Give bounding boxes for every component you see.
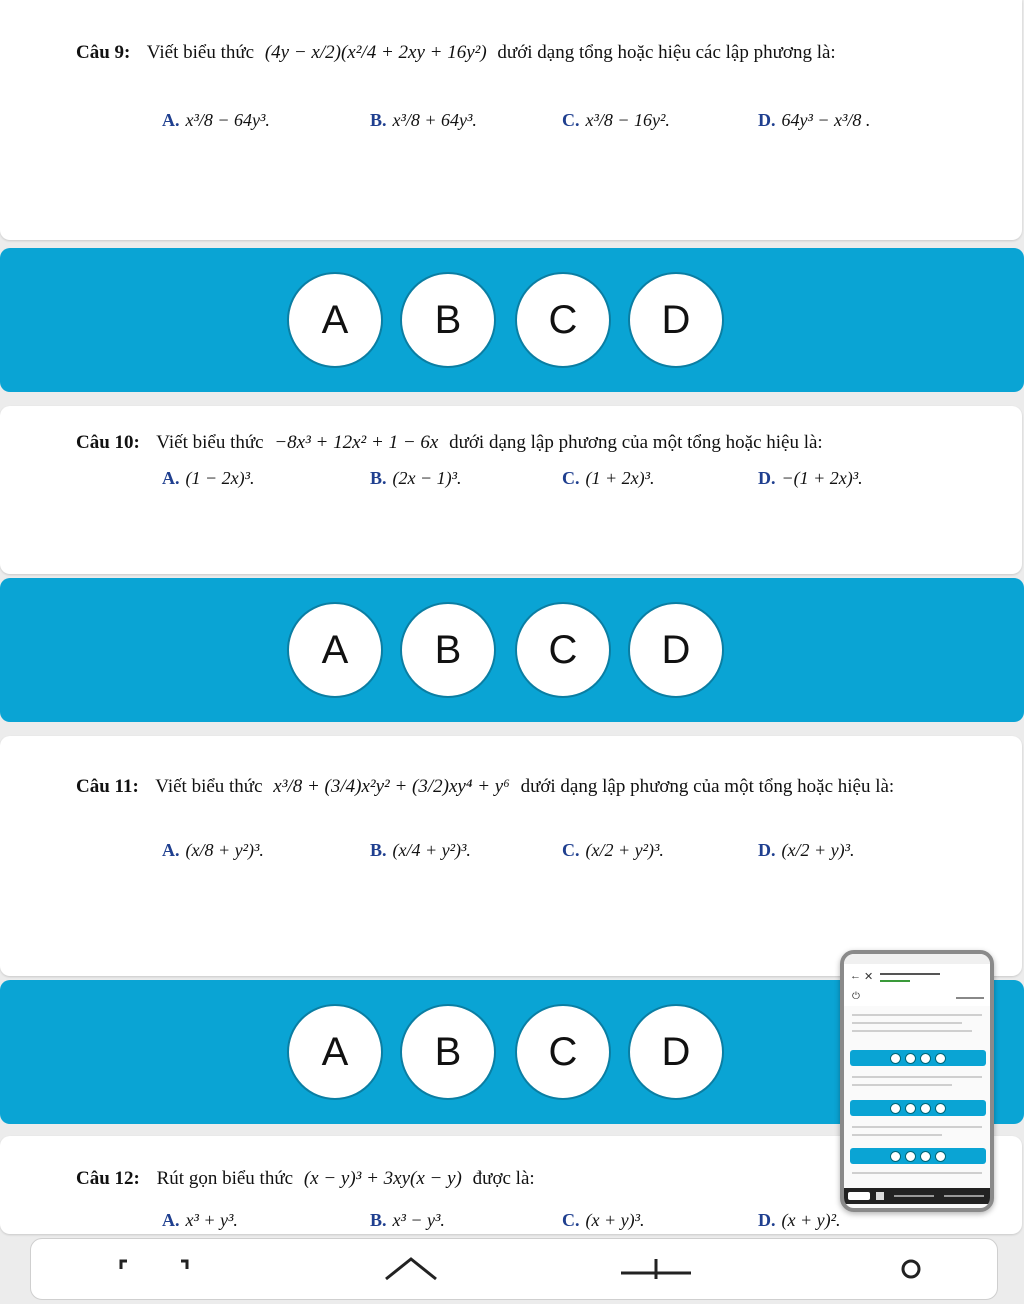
mini-bottom-bar <box>844 1188 990 1204</box>
question-11-expression: x³/8 + (3/4)x²y² + (3/2)xy⁴ + y⁶ <box>273 776 510 797</box>
option-10-d: D. −(1 + 2x)³. <box>758 468 863 488</box>
answer-band-9 <box>0 248 1024 392</box>
option-12-b: B. x³ − y³. <box>370 1210 445 1230</box>
question-card-9 <box>0 0 1022 240</box>
answer-10-a-button[interactable]: A <box>287 602 383 698</box>
answer-9-c-button[interactable]: C <box>515 272 611 368</box>
question-12-expression: (x − y)³ + 3xy(x − y) <box>303 1168 462 1189</box>
option-10-b: B. (2x − 1)³. <box>370 468 462 488</box>
plus-icon <box>621 1259 691 1279</box>
option-12-d: D. (x + y)². <box>758 1210 841 1230</box>
option-11-d: D. (x/2 + y)³. <box>758 840 855 860</box>
question-12-text: Câu 12: Rút gọn biểu thức (x − y)³ + 3xy(x − y) được là: <box>76 1168 535 1189</box>
answer-band-10 <box>0 578 1024 722</box>
mini-close-icon: ✕ <box>864 971 874 983</box>
mini-screenshot-thumbnail[interactable] <box>840 950 994 1212</box>
option-9-a: A. x³/8 − 64y³. <box>162 110 270 130</box>
option-10-a: A. (1 − 2x)³. <box>162 468 255 488</box>
question-card-10 <box>0 406 1022 574</box>
answer-10-d-button[interactable]: D <box>628 602 724 698</box>
answer-11-c-button[interactable]: C <box>515 1004 611 1100</box>
mini-status-bar <box>844 954 990 964</box>
question-9-label: Câu 9: <box>76 42 131 63</box>
answer-11-d-button[interactable]: D <box>628 1004 724 1100</box>
answer-11-a-button[interactable]: A <box>287 1004 383 1100</box>
shape-icons <box>31 1239 997 1299</box>
answer-9-d-button[interactable]: D <box>628 272 724 368</box>
question-9-text: Câu 9: Viết biểu thức (4y − x/2)(x²/4 + 2xy + 16y²) dưới dạng tổng hoặc hiệu các lập phương là: <box>76 42 836 63</box>
question-card-11 <box>0 736 1022 976</box>
question-11-text: Câu 11: Viết biểu thức x³/8 + (3/4)x²y² + (3/2)xy⁴ + y⁶ dưới dạng lập phương của một tổng hoặc hiệu là: <box>76 776 895 797</box>
circle-icon <box>903 1261 919 1277</box>
mini-power-icon: ⏻ <box>852 991 860 1002</box>
option-11-c: C. (x/2 + y²)³. <box>562 840 664 860</box>
mini-app-header <box>844 964 990 991</box>
answer-10-c-button[interactable]: C <box>515 602 611 698</box>
bottom-card <box>30 1238 998 1300</box>
mini-toolbar <box>844 990 990 1006</box>
answer-11-b-button[interactable]: B <box>400 1004 496 1100</box>
option-12-c: C. (x + y)³. <box>562 1210 645 1230</box>
question-10-label: Câu 10: <box>76 432 140 453</box>
question-10-text: Câu 10: Viết biểu thức −8x³ + 12x² + 1 − 6x dưới dạng lập phương của một tổng hoặc hiệu là: <box>76 432 823 453</box>
question-12-label: Câu 12: <box>76 1168 140 1189</box>
mini-band-1 <box>850 1050 986 1066</box>
mini-back-icon: ← <box>850 970 861 982</box>
option-11-b: B. (x/4 + y²)³. <box>370 840 471 860</box>
question-9-expression: (4y − x/2)(x²/4 + 2xy + 16y²) <box>264 42 487 63</box>
mini-band-3 <box>850 1148 986 1164</box>
triangle-icon <box>386 1259 436 1279</box>
option-11-a: A. (x/8 + y²)³. <box>162 840 264 860</box>
option-9-d: D. 64y³ − x³/8 . <box>758 110 871 130</box>
option-9-c: C. x³/8 − 16y². <box>562 110 670 130</box>
answer-10-b-button[interactable]: B <box>400 602 496 698</box>
bracket-icon <box>121 1261 187 1269</box>
option-12-a: A. x³ + y³. <box>162 1210 238 1230</box>
question-10-expression: −8x³ + 12x² + 1 − 6x <box>274 432 439 453</box>
option-9-b: B. x³/8 + 64y³. <box>370 110 477 130</box>
option-10-c: C. (1 + 2x)³. <box>562 468 655 488</box>
question-11-label: Câu 11: <box>76 776 139 797</box>
answer-9-a-button[interactable]: A <box>287 272 383 368</box>
mini-band-2 <box>850 1100 986 1116</box>
answer-9-b-button[interactable]: B <box>400 272 496 368</box>
